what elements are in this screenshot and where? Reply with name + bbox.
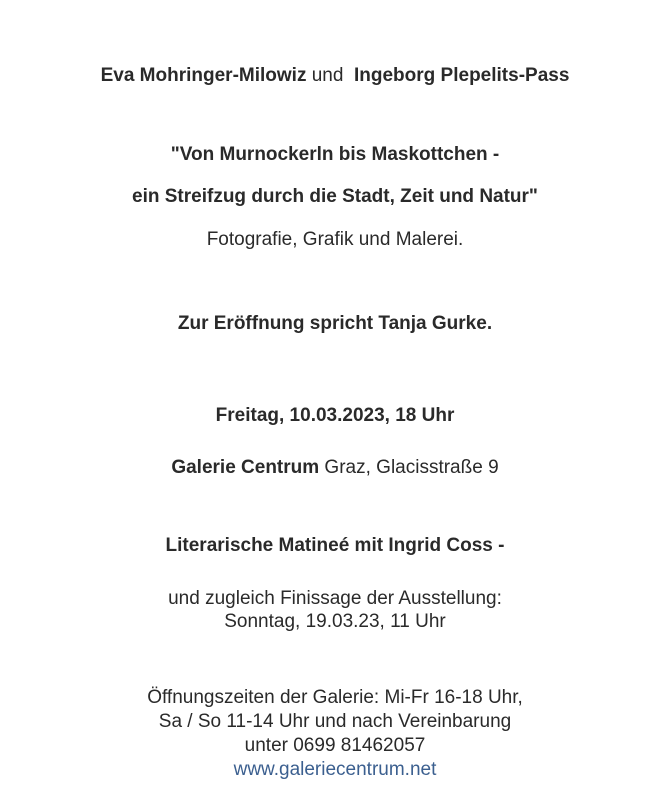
venue-address: Graz, Glacisstraße 9	[319, 457, 499, 478]
hours-phone: unter 0699 81462057	[244, 735, 426, 756]
hours-line-1: Öffnungszeiten der Galerie: Mi-Fr 16-18 Uhr,	[147, 687, 523, 708]
venue-line	[0, 456, 670, 480]
opening-speech: Zur Eröffnung spricht Tanja Gurke.	[177, 313, 493, 334]
media-line: Fotografie, Grafik und Malerei.	[206, 229, 464, 250]
matinee-title: Literarische Matineé mit Ingrid Coss -	[165, 535, 505, 556]
finissage-line: und zugleich Finissage der Ausstellung:	[168, 588, 502, 609]
website-link[interactable]: www.galeriecentrum.net	[233, 759, 437, 780]
artist-second: Ingeborg Plepelits-Pass	[354, 65, 570, 86]
artists-line	[0, 64, 670, 88]
venue-name: Galerie Centrum	[171, 457, 320, 478]
hours-line-2: Sa / So 11-14 Uhr und nach Vereinbarung	[158, 711, 512, 732]
artist-first: Eva Mohringer-Milowiz	[100, 65, 307, 86]
opening-date: Freitag, 10.03.2023, 18 Uhr	[215, 405, 455, 426]
title-line-2: ein Streifzug durch die Stadt, Zeit und Natur"	[132, 186, 538, 207]
title-line-1: "Von Murnockerln bis Maskottchen -	[170, 144, 500, 165]
artists-connector: und	[306, 65, 354, 86]
finissage-date: Sonntag, 19.03.23, 11 Uhr	[224, 611, 446, 632]
